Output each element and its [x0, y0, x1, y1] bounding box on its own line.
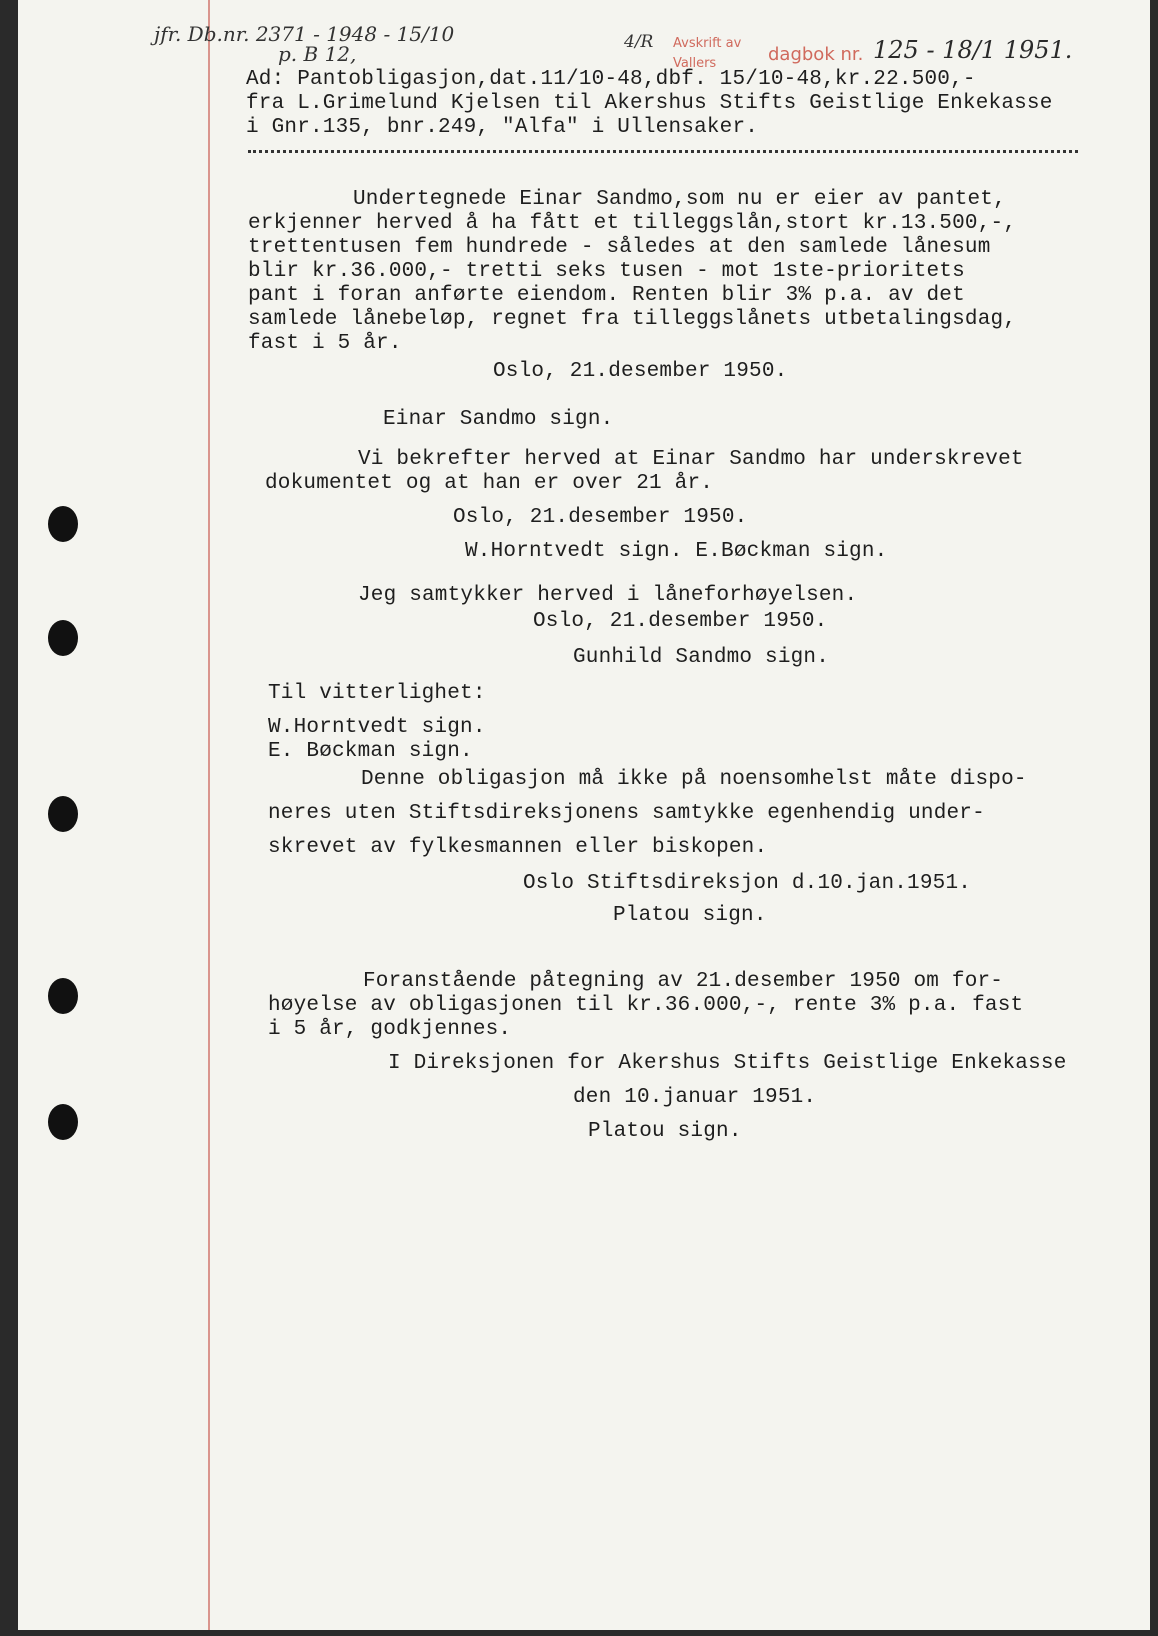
para1-line-4: blir kr.36.000,- tretti seks tusen - mot 1ste-prioritets [248, 260, 965, 283]
para5-line-1: Foranstående påtegning av 21.desember 1950 om for- [363, 970, 1004, 993]
signature-4: Platou sign. [613, 904, 767, 927]
para1-line-7: fast i 5 år. [248, 332, 402, 355]
handwritten-dagbok-number: 125 - 18/1 1951. [873, 36, 1073, 64]
punch-hole [48, 1104, 78, 1140]
para5-line-3: i 5 år, godkjennes. [268, 1018, 512, 1041]
header-line-2: fra L.Grimelund Kjelsen til Akershus Stifts Geistlige Enkekasse [246, 92, 1053, 115]
para1-line-6: samlede lånebeløp, regnet fra tilleggslånets utbetalingsdag, [248, 308, 1017, 331]
date-5: den 10.januar 1951. [573, 1086, 817, 1109]
handwritten-reference: jfr. Db.nr. 2371 - 1948 - 15/10 [154, 22, 455, 46]
para1-line-3: trettentusen fem hundrede - således at den samlede lånesum [248, 236, 991, 259]
para2-line-1: Vi bekrefter herved at Einar Sandmo har underskrevet [358, 448, 1024, 471]
punch-hole [48, 506, 78, 542]
para3: Jeg samtykker herved i låneforhøyelsen. [358, 584, 858, 607]
signature-1: Einar Sandmo sign. [383, 408, 614, 431]
witness-2: E. Bøckman sign. [268, 740, 473, 763]
para5-line-2: høyelse av obligasjonen til kr.36.000,-, rente 3% p.a. fast [268, 994, 1024, 1017]
date-3: Oslo, 21.desember 1950. [533, 610, 828, 633]
witness-1: W.Horntvedt sign. [268, 716, 486, 739]
handwritten-mark: 4/R [624, 32, 654, 52]
signature-3: Gunhild Sandmo sign. [573, 646, 830, 669]
witness-label: Til vitterlighet: [268, 682, 486, 705]
punch-hole [48, 796, 78, 832]
date-2: Oslo, 21.desember 1950. [453, 506, 748, 529]
punch-hole [48, 978, 78, 1014]
document-page [18, 0, 1150, 1630]
para2-line-2: dokumentet og at han er over 21 år. [265, 472, 714, 495]
stamp-dagbok: dagbok nr. [768, 44, 864, 65]
date-1: Oslo, 21.desember 1950. [493, 360, 788, 383]
stamp-vallers: Vallers [673, 56, 717, 71]
para4-line-1: Denne obligasjon må ikke på noensomhelst måte dispo- [361, 768, 1027, 791]
para4-line-2: neres uten Stiftsdireksjonens samtykke egenhendig under- [268, 802, 985, 825]
punch-hole [48, 620, 78, 656]
header-line-1: Ad: Pantobligasjon,dat.11/10-48,dbf. 15/10-48,kr.22.500,- [246, 68, 976, 91]
para4-line-3: skrevet av fylkesmannen eller biskopen. [268, 836, 768, 859]
dotted-divider [248, 150, 1078, 153]
handwritten-page-ref: p. B 12, [278, 42, 357, 66]
header-line-3: i Gnr.135, bnr.249, "Alfa" i Ullensaker. [246, 116, 759, 139]
stamp-avskrift: Avskrift av [673, 36, 742, 51]
para1-line-5: pant i foran anførte eiendom. Renten blir 3% p.a. av det [248, 284, 965, 307]
signature-5: Platou sign. [588, 1120, 742, 1143]
para5-direction: I Direksjonen for Akershus Stifts Geistlige Enkekasse [388, 1052, 1067, 1075]
margin-rule [208, 0, 210, 1630]
date-4: Oslo Stiftsdireksjon d.10.jan.1951. [523, 872, 972, 895]
para1-line-1: Undertegnede Einar Sandmo,som nu er eier av pantet, [353, 188, 1006, 211]
para1-line-2: erkjenner herved å ha fått et tilleggslån,stort kr.13.500,-, [248, 212, 1017, 235]
signature-2: W.Horntvedt sign. E.Bøckman sign. [465, 540, 888, 563]
